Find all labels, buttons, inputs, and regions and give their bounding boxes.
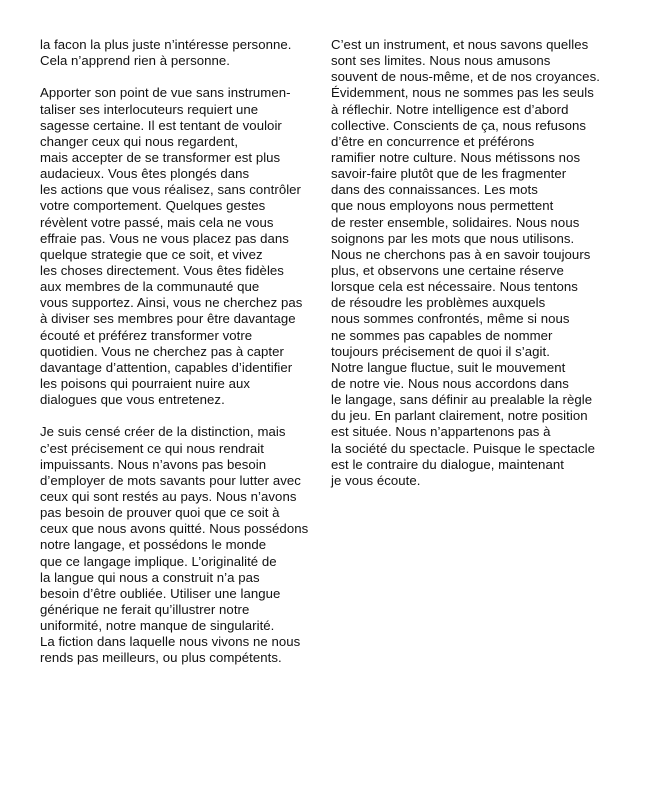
text-line: aux membres de la communauté que bbox=[40, 279, 260, 295]
text-line: changer ceux qui nous regardent, bbox=[40, 133, 239, 149]
text-line: les poisons qui pourraient nuire aux bbox=[40, 375, 250, 391]
text-line: que ce langage implique. L’originalité de bbox=[40, 553, 277, 569]
text-line: pas besoin de prouver quoi que ce soit à bbox=[40, 505, 280, 521]
text-line: ceux que nous avons quitté. Nous possédons bbox=[40, 521, 309, 537]
text-line: Notre langue fluctue, suit le mouvement bbox=[331, 359, 566, 375]
text-line: du jeu. En parlant clairement, notre position bbox=[331, 408, 588, 424]
text-line: générique ne ferait qu’illustrer notre bbox=[40, 601, 250, 617]
text-line: taliser ses interlocuteurs requiert une bbox=[40, 101, 259, 117]
text-line: à diviser ses membres pour être davantage bbox=[40, 311, 296, 327]
text-line: je vous écoute. bbox=[331, 472, 421, 488]
paragraph-gap bbox=[40, 69, 330, 85]
text-line: Évidemment, nous ne sommes pas les seuls bbox=[331, 85, 594, 101]
text-line: lorsque cela est nécessaire. Nous tentons bbox=[331, 279, 578, 295]
text-line: plus, et observons une certaine réserve bbox=[331, 262, 564, 278]
text-line: collective. Conscients de ça, nous refusons bbox=[331, 117, 587, 133]
text-line: de notre vie. Nous nous accordons dans bbox=[331, 375, 569, 391]
text-line: mais accepter de se transformer est plus bbox=[40, 149, 281, 165]
text-line: la facon la plus juste n’intéresse personne. bbox=[40, 37, 292, 52]
paragraph-gap bbox=[40, 408, 330, 424]
text-line: besoin d’être oubliée. Utiliser une langue bbox=[40, 585, 281, 601]
text-line: vous supportez. Ainsi, vous ne cherchez pas bbox=[40, 295, 303, 311]
text-line: c’est précisement ce qui nous rendrait bbox=[40, 440, 265, 456]
text-line: effraie pas. Vous ne vous placez pas dans bbox=[40, 230, 289, 246]
text-line: révèlent votre passé, mais cela ne vous bbox=[40, 214, 274, 230]
paragraph-1 bbox=[40, 37, 330, 69]
text-line: la société du spectacle. Puisque le spectacle bbox=[331, 440, 595, 456]
text-line: de rester ensemble, solidaires. Nous nous bbox=[331, 214, 580, 230]
text-line: le langage, sans définir au prealable la règle bbox=[331, 392, 593, 408]
text-line: ramifier notre culture. Nous métissons nos bbox=[331, 149, 581, 165]
text-line: notre langage, et possédons le monde bbox=[40, 537, 267, 553]
text-line: dialogues que vous entretenez. bbox=[40, 392, 225, 408]
text-line: Cela n’apprend rien à personne. bbox=[40, 53, 230, 69]
text-line: quotidien. Vous ne cherchez pas à capter bbox=[40, 343, 284, 359]
text-line: est située. Nous n’appartenons pas à bbox=[331, 424, 551, 440]
text-line: d’être en concurrence et préférons bbox=[331, 133, 535, 149]
text-line: Nous ne cherchons pas à en savoir toujours bbox=[331, 246, 591, 262]
text-line: les choses directement. Vous êtes fidèles bbox=[40, 262, 284, 278]
text-line: sagesse certaine. Il est tentant de vouloir bbox=[40, 117, 282, 133]
text-line: toujours précisement de quoi il s’agit. bbox=[331, 343, 550, 359]
text-line: uniformité, notre manque de singularité. bbox=[40, 618, 275, 634]
text-line: nous sommes confrontés, même si nous bbox=[331, 311, 570, 327]
paragraph-3 bbox=[40, 424, 330, 666]
text-line: sont ses limites. Nous nous amusons bbox=[331, 53, 551, 69]
text-line: d’employer de mots savants pour lutter avec bbox=[40, 472, 301, 488]
text-line: davantage d’attention, capables d’identifier bbox=[40, 359, 293, 375]
text-line: de résoudre les problèmes auxquels bbox=[331, 295, 546, 311]
text-line: quelque strategie que ce soit, et vivez bbox=[40, 246, 263, 262]
text-line: impuissants. Nous n’avons pas besoin bbox=[40, 456, 267, 472]
text-line: audacieux. Vous êtes plongés dans bbox=[40, 166, 250, 182]
text-line: écouté et préférez transformer votre bbox=[40, 327, 253, 343]
text-line: ne sommes pas capables de nommer bbox=[331, 327, 553, 343]
text-line: votre comportement. Quelques gestes bbox=[40, 198, 266, 214]
left-column bbox=[40, 37, 330, 666]
text-line: C’est un instrument, et nous savons quelles bbox=[331, 37, 589, 52]
text-line: Je suis censé créer de la distinction, mais bbox=[40, 424, 286, 440]
text-line: rends pas meilleurs, ou plus compétents. bbox=[40, 650, 282, 666]
text-line: dans des connaissances. Les mots bbox=[331, 182, 538, 198]
right-column bbox=[331, 37, 621, 489]
text-line: à réflechir. Notre intelligence est d’abord bbox=[331, 101, 569, 117]
text-line: Apporter son point de vue sans instrumen- bbox=[40, 85, 291, 101]
text-line: La fiction dans laquelle nous vivons ne nous bbox=[40, 634, 301, 650]
paragraph-4 bbox=[331, 37, 621, 489]
text-line: les actions que vous réalisez, sans contrôler bbox=[40, 182, 302, 198]
text-line: la langue qui nous a construit n’a pas bbox=[40, 569, 260, 585]
paragraph-2 bbox=[40, 85, 330, 408]
text-line: ceux qui sont restés au pays. Nous n’avons bbox=[40, 488, 297, 504]
text-line: souvent de nous-même, et de nos croyances. bbox=[331, 69, 600, 85]
text-line: soignons par les mots que nous utilisons. bbox=[331, 230, 575, 246]
text-line: est le contraire du dialogue, maintenant bbox=[331, 456, 564, 472]
text-line: que nous employons nous permettent bbox=[331, 198, 554, 214]
text-line: savoir-faire plutôt que de les fragmenter bbox=[331, 166, 567, 182]
